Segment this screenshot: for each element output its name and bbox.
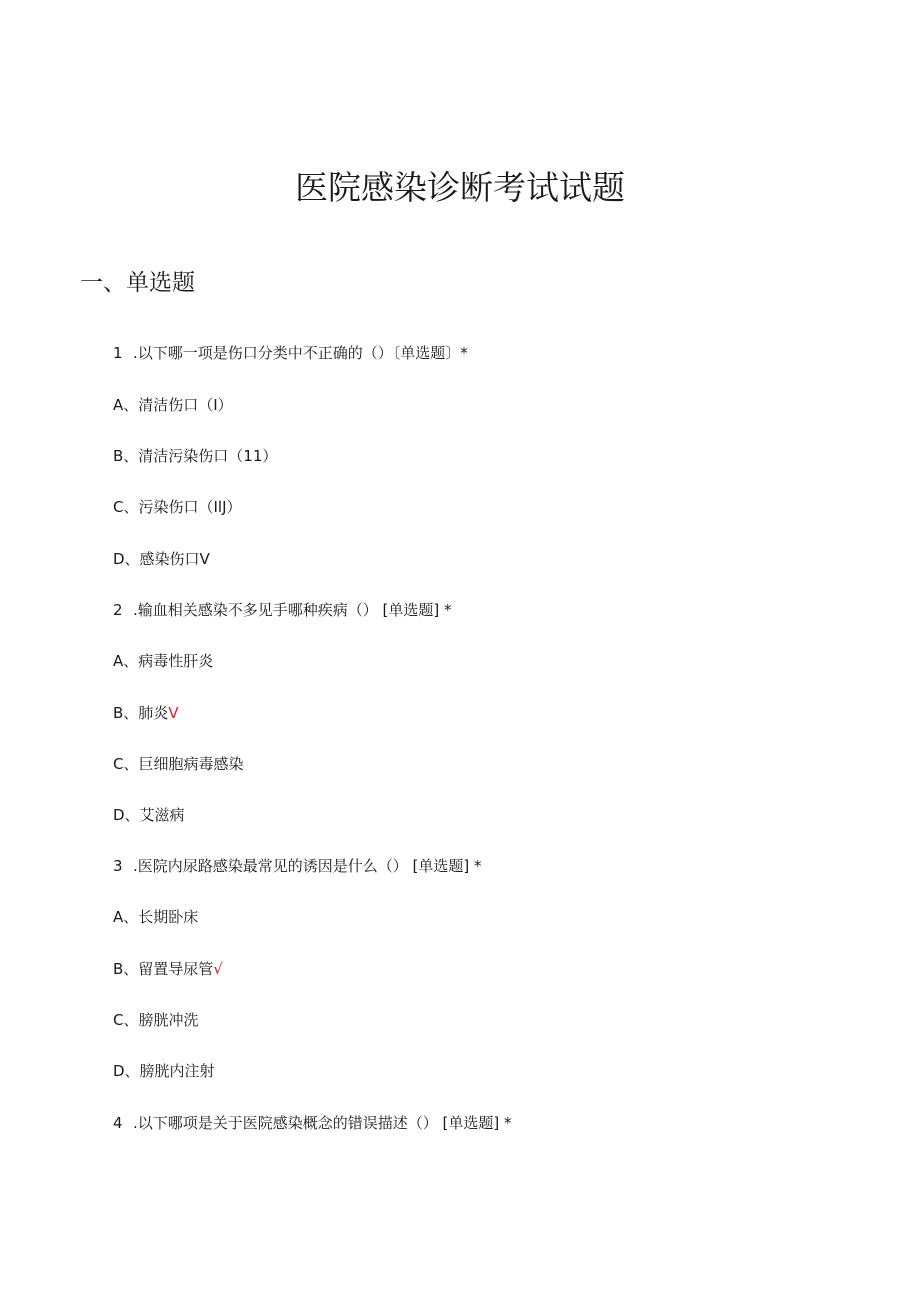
option-2d[interactable] bbox=[113, 804, 185, 826]
page-title: 医院感染诊断考试试题 bbox=[295, 168, 625, 207]
option-text: A、病毒性肝炎 bbox=[113, 652, 214, 670]
option-text: C、污染伤口（IlJ） bbox=[113, 498, 242, 516]
question-1 bbox=[113, 342, 468, 364]
option-text: A、长期卧床 bbox=[113, 908, 199, 926]
option-1b[interactable] bbox=[113, 445, 277, 467]
option-text: D、艾滋病 bbox=[113, 806, 185, 824]
question-4 bbox=[113, 1112, 512, 1134]
option-3d[interactable] bbox=[113, 1060, 215, 1082]
answer-mark: V bbox=[168, 704, 179, 722]
question-number: 4 bbox=[113, 1114, 123, 1132]
question-text: .以下哪一项是伤口分类中不正确的（）〔单选题〕* bbox=[133, 344, 468, 362]
option-3b[interactable] bbox=[113, 958, 223, 980]
option-text: B、肺炎 bbox=[113, 704, 169, 722]
question-text: .以下哪项是关于医院感染概念的错误描述（） [单选题] * bbox=[133, 1114, 512, 1132]
question-3 bbox=[113, 855, 482, 877]
question-text: .输血相关感染不多见手哪种疾病（） [单选题] * bbox=[133, 601, 452, 619]
option-3a[interactable] bbox=[113, 906, 198, 928]
option-1a[interactable] bbox=[113, 394, 233, 416]
question-number: 1 bbox=[113, 344, 123, 362]
option-1c[interactable] bbox=[113, 496, 242, 518]
option-2a[interactable] bbox=[113, 650, 213, 672]
option-text: D、膀胱内注射 bbox=[113, 1062, 215, 1080]
option-text: B、清洁污染伤口（11） bbox=[113, 447, 278, 465]
option-text: A、清洁伤口（I） bbox=[113, 396, 233, 414]
answer-mark: √ bbox=[213, 960, 223, 978]
option-text: C、巨细胞病毒感染 bbox=[113, 755, 244, 773]
option-2b[interactable] bbox=[113, 702, 179, 724]
option-3c[interactable] bbox=[113, 1009, 198, 1031]
question-number: 3 bbox=[113, 857, 123, 875]
question-2 bbox=[113, 599, 452, 621]
option-text: D、感染伤口V bbox=[113, 550, 210, 568]
option-text: C、膀胱冲洗 bbox=[113, 1011, 199, 1029]
question-text: .医院内尿路感染最常见的诱因是什么（） [单选题] * bbox=[133, 857, 482, 875]
option-2c[interactable] bbox=[113, 753, 243, 775]
question-number: 2 bbox=[113, 601, 123, 619]
section-heading: 一、单选题 bbox=[80, 270, 195, 296]
option-text: B、留置导尿管 bbox=[113, 960, 214, 978]
option-1d[interactable] bbox=[113, 548, 210, 570]
